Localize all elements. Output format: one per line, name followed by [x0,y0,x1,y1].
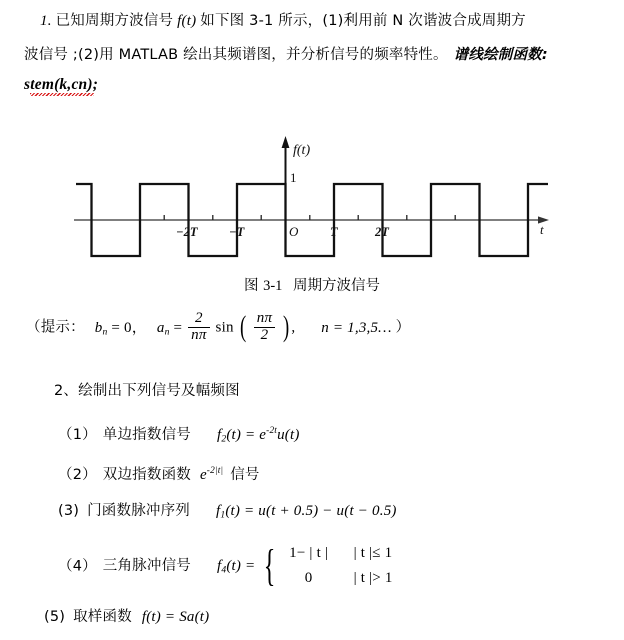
problem-1-number: 1. [40,13,52,29]
square-wave-figure [72,132,552,264]
left-brace-icon: { [264,541,276,590]
hint-coefficient-fraction [188,311,209,344]
tick-label-2T: 2T [375,225,389,239]
hint-an-sub: n [164,326,170,338]
axis-minor-ticks [164,215,455,220]
square-wave-plot [72,132,552,264]
problem-2-heading-text: 2、绘制出下列信号及幅频图 [54,383,240,399]
tick-label-T: T [330,225,338,239]
item-1-label: （1） [58,427,97,443]
problem-1-line-1 [40,6,526,36]
item-2-name: 双边指数函数 [102,467,191,483]
tick-label-minus-2T: −2T [176,225,198,239]
case-1-condition: | t |≤ 1 [353,545,393,561]
item-5-name: 取样函数 [73,609,132,625]
fraction-denominator: nπ [188,327,209,344]
item-1-name: 单边指数信号 [102,427,191,443]
item-4-formula-lhs: f [216,558,222,575]
problem-1-emphasis: 谱线绘制函数: [453,47,548,63]
item-1-formula-mid: (t) = e [226,427,267,443]
hint-an: a [156,319,165,336]
item-4-label: （4） [58,558,97,575]
problem-1-function: f(t) [177,13,197,29]
inner-denominator: 2 [254,327,275,344]
problem-2-item-5 [44,602,209,632]
item-3-formula-lhs: f [215,503,221,519]
figure-caption [0,274,624,295]
item-2-name-tail: 信号 [230,467,260,483]
hint-line [26,312,410,347]
item-1-formula-tail: u(t) [277,427,300,443]
item-2-formula-base: e [199,467,207,483]
inner-numerator: nπ [256,310,273,326]
item-3-formula-rhs: (t) = u(t + 0.5) − u(t − 0.5) [225,503,397,519]
hint-inner-fraction [254,311,275,344]
problem-2-heading [54,376,240,406]
problem-1-text-b: 如下图 3-1 所示，(1)利用前 N 次谐波合成周期方 [200,13,526,29]
piecewise-row-2 [278,566,418,591]
case-1-value: 1− | t | [289,545,329,561]
hint-comma: , [291,319,296,336]
item-1-formula-sub: 2 [221,433,227,445]
item-5-formula: f(t) = Sa(t) [141,609,210,625]
problem-2-item-1 [58,416,300,455]
hint-bn-sub: n [102,326,108,338]
t-axis [74,216,549,223]
problem-2-item-2 [58,456,260,490]
item-3-label: (3) [58,503,80,519]
item-3-formula-sub: 1 [220,509,226,521]
caption-prefix: 图 [243,278,259,294]
problem-2-item-4 [58,542,418,592]
hint-open: （提示： [26,319,85,336]
hint-close: ） [395,319,411,336]
amplitude-label: 1 [290,170,297,185]
hint-bn-eq: = 0， [111,319,147,336]
hint-n-values: n = 1,3,5… [321,319,392,336]
problem-1-line-2 [24,40,548,70]
item-4-piecewise [259,541,417,591]
caption-number: 3-1 [263,278,283,294]
piecewise-row-1 [278,541,418,566]
item-2-label: （2） [58,467,97,483]
case-2-value: 0 [304,570,313,586]
t-axis-label: t [540,222,544,237]
hint-sin: sin [215,319,234,336]
item-4-formula-sub: 4 [221,565,227,577]
item-5-label: (5) [44,609,66,625]
item-4-formula-eq: (t) = [226,558,256,575]
problem-1-text-c: 波信号 ;(2)用 MATLAB 绘出其频谱图，并分析信号的频率特性。 [24,47,448,63]
origin-label: O [289,224,299,239]
caption-text: 周期方波信号 [293,278,381,294]
item-3-name: 门函数脉冲序列 [87,503,190,519]
problem-1-text-a: 已知周期方波信号 [55,13,174,29]
f-axis-label: f(t) [293,143,311,158]
hint-an-eq: = [173,319,183,336]
problem-2-item-3 [58,496,397,531]
right-paren-big: ) [283,310,290,344]
matlab-stem-code: stem(k,cn); [24,76,99,93]
item-4-name: 三角脉冲信号 [102,558,191,575]
tick-label-minus-T: −T [229,225,245,239]
left-paren-big: ( [239,310,246,344]
item-1-formula-lhs: f [216,427,222,443]
problem-1-line-3 [24,70,98,100]
fraction-numerator: 2 [195,310,203,326]
item-1-formula-exponent: -2t [266,426,278,436]
hint-bn: b [94,319,103,336]
case-2-condition: | t |> 1 [353,570,393,586]
item-2-formula-exponent: -2|t| [206,466,224,476]
